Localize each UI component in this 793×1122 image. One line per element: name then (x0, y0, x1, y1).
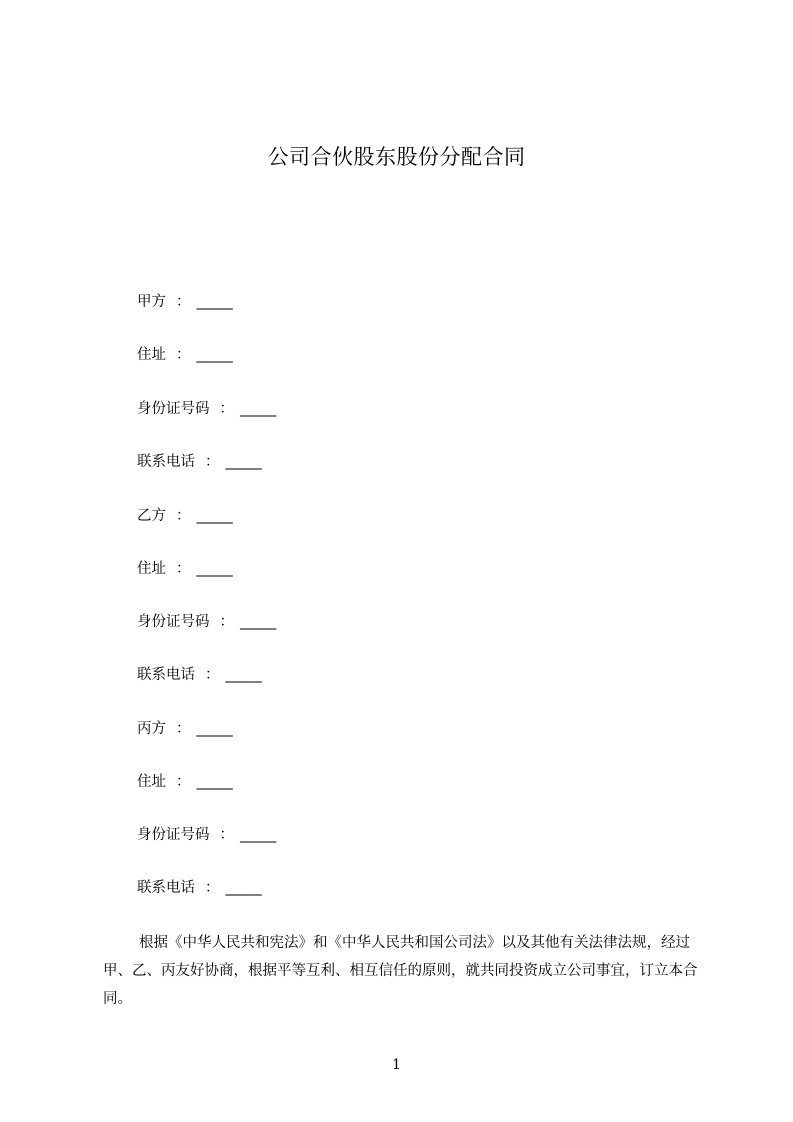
field-label: 身份证号码 (137, 614, 210, 630)
party-a-name-field (137, 292, 233, 312)
party-b-id-field (137, 612, 276, 632)
field-colon: ： (176, 294, 191, 310)
field-label: 联系电话 (137, 667, 195, 683)
field-label: 住址 (137, 347, 166, 363)
field-colon: ： (176, 561, 191, 577)
party-c-phone-field (137, 878, 262, 898)
field-colon: ： (205, 667, 220, 683)
fill-blank: _____ (196, 347, 233, 363)
fill-blank: _____ (225, 667, 262, 683)
party-b-address-field (137, 559, 233, 579)
party-a-id-field (137, 399, 276, 419)
field-colon: ： (219, 827, 234, 843)
field-label: 住址 (137, 774, 166, 790)
document-title: 公司合伙股东股份分配合同 (267, 145, 526, 169)
fill-blank: _____ (196, 774, 233, 790)
fill-blank: _____ (225, 880, 262, 896)
fill-blank: _____ (196, 508, 233, 524)
field-colon: ： (176, 508, 191, 524)
field-colon: ： (176, 347, 191, 363)
fill-blank: _____ (196, 561, 233, 577)
field-label: 身份证号码 (137, 401, 210, 417)
field-colon: ： (205, 880, 220, 896)
field-label: 乙方 (137, 508, 166, 524)
field-label: 甲方 (137, 294, 166, 310)
party-c-name-field (137, 719, 233, 739)
field-colon: ： (176, 721, 191, 737)
field-label: 联系电话 (137, 454, 195, 470)
field-colon: ： (205, 454, 220, 470)
fill-blank: _____ (196, 294, 233, 310)
party-c-address-field (137, 772, 233, 792)
party-a-phone-field (137, 452, 262, 472)
preamble-text: 根据《中华人民共和宪法》和《中华人民共和国公司法》以及其他有关法律法规，经过甲、乙、丙友好协商，根据平等互利、相互信任的原则，就共同投资成立公司事宜，订立本合同。 (103, 935, 698, 1007)
fill-blank: _____ (240, 614, 277, 630)
fill-blank: _____ (240, 401, 277, 417)
field-colon: ： (176, 774, 191, 790)
party-b-name-field (137, 506, 233, 526)
field-colon: ： (219, 401, 234, 417)
fill-blank: _____ (225, 454, 262, 470)
party-a-address-field (137, 345, 233, 365)
field-label: 丙方 (137, 721, 166, 737)
field-label: 住址 (137, 561, 166, 577)
fill-blank: _____ (240, 827, 277, 843)
field-colon: ： (219, 614, 234, 630)
field-label: 身份证号码 (137, 827, 210, 843)
preamble-paragraph (103, 929, 713, 1013)
party-b-phone-field (137, 665, 262, 685)
page-number: 1 (392, 1057, 401, 1073)
fill-blank: _____ (196, 721, 233, 737)
party-c-id-field (137, 825, 276, 845)
field-label: 联系电话 (137, 880, 195, 896)
